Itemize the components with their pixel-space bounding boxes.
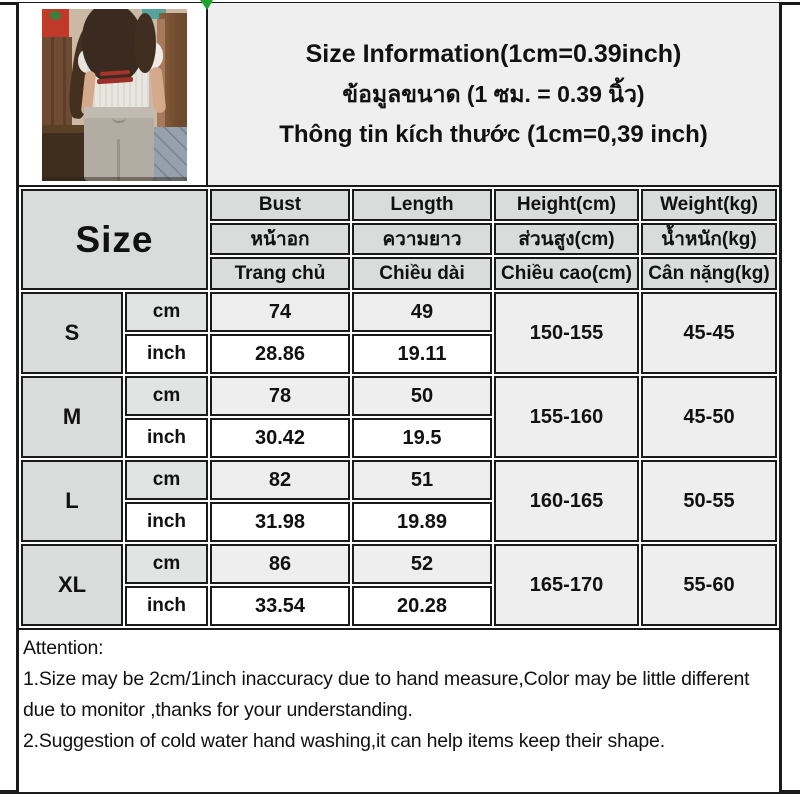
model-hair-right [134,13,156,73]
size-table [19,187,779,628]
unit-cell-inch: inch [125,502,208,542]
unit-cell-cm: cm [125,460,208,500]
value-m-bust-cm: 78 [210,376,350,416]
value-l-bust-cm: 82 [210,460,350,500]
size-label-m: M [21,376,123,458]
value-m-length-cm: 50 [352,376,492,416]
value-s-weight: 45-45 [641,292,777,374]
title-thai: ข้อมูลขนาด (1 ซม. = 0.39 นิ้ว) [342,80,645,107]
photo-wood-wall [42,37,72,133]
value-l-length-inch: 19.89 [352,502,492,542]
value-m-weight: 45-50 [641,376,777,458]
value-s-length-cm: 49 [352,292,492,332]
value-xl-length-inch: 20.28 [352,586,492,626]
value-l-height: 160-165 [494,460,639,542]
col-header-weight-vi: Cân nặng(kg) [641,257,777,290]
top-section [19,3,779,187]
title-vietnamese: Thông tin kích thước (1cm=0,39 inch) [279,120,708,148]
value-s-height: 150-155 [494,292,639,374]
value-l-bust-inch: 31.98 [210,502,350,542]
unit-cell-cm: cm [125,292,208,332]
attention-heading: Attention: [23,637,104,659]
col-header-height-vi: Chiều cao(cm) [494,257,639,290]
attention-box [19,628,779,792]
col-header-bust-en: Bust [210,189,350,221]
model-drawstring [112,113,126,123]
unit-cell-cm: cm [125,544,208,584]
size-label-s: S [21,292,123,374]
value-m-length-inch: 19.5 [352,418,492,458]
value-s-bust-cm: 74 [210,292,350,332]
col-header-length-vi: Chiều dài [352,257,492,290]
photo-poster-leaf [50,11,61,20]
unit-cell-cm: cm [125,376,208,416]
col-header-weight-th: น้ำหนัก(kg) [641,223,777,255]
col-header-length-th: ความยาว [352,223,492,255]
size-label-l: L [21,460,123,542]
col-header-length-en: Length [352,189,492,221]
size-chart-frame [16,3,782,792]
size-header-cell: Size [21,189,208,290]
title-english: Size Information(1cm=0.39inch) [305,39,682,68]
value-xl-length-cm: 52 [352,544,492,584]
col-header-bust-vi: Trang chủ [210,257,350,290]
value-xl-height: 165-170 [494,544,639,626]
value-m-height: 155-160 [494,376,639,458]
value-l-weight: 50-55 [641,460,777,542]
size-label-xl: XL [21,544,123,626]
product-photo [42,9,187,181]
unit-cell-inch: inch [125,418,208,458]
value-s-length-inch: 19.11 [352,334,492,374]
value-xl-weight: 55-60 [641,544,777,626]
attention-note-2: 2.Suggestion of cold water hand washing,it can help items keep their shape. [23,730,665,752]
col-header-weight-en: Weight(kg) [641,189,777,221]
model-leg-gap [117,139,120,181]
unit-cell-inch: inch [125,586,208,626]
photo-bottom-shade [42,177,187,181]
col-header-bust-th: หน้าอก [210,223,350,255]
value-xl-bust-cm: 86 [210,544,350,584]
value-m-bust-inch: 30.42 [210,418,350,458]
value-xl-bust-inch: 33.54 [210,586,350,626]
value-l-length-cm: 51 [352,460,492,500]
unit-cell-inch: inch [125,334,208,374]
title-cell [208,3,779,185]
photo-cell [19,3,208,185]
attention-note-1: 1.Size may be 2cm/1inch inaccuracy due to hand measure,Color may be little different due to monitor ,thanks for your understanding. [23,668,750,721]
col-header-height-th: ส่วนสูง(cm) [494,223,639,255]
col-header-height-en: Height(cm) [494,189,639,221]
value-s-bust-inch: 28.86 [210,334,350,374]
